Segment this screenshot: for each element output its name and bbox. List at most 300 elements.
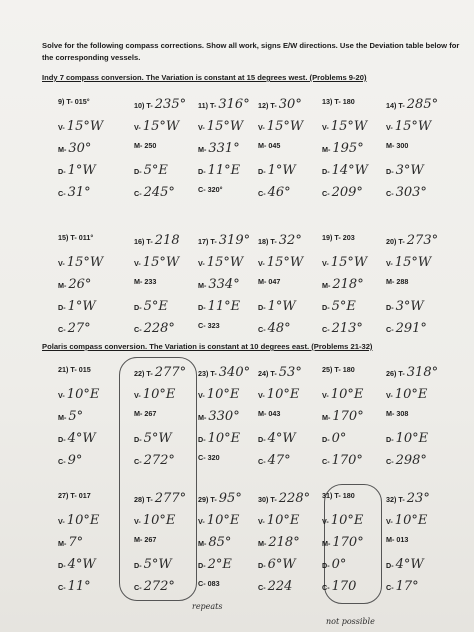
problem-line-c <box>386 321 427 336</box>
problem-line-d <box>58 299 96 314</box>
field-label: 22) T- <box>134 369 153 378</box>
handwritten-answer: 319° <box>218 233 251 248</box>
problem-line-v <box>386 119 431 134</box>
field-label: 26) T- <box>386 369 405 378</box>
problem-line-v <box>322 387 363 402</box>
field-label: 17) T- <box>198 237 217 246</box>
problem-block <box>322 97 384 207</box>
handwritten-answer: 15°W <box>394 255 432 270</box>
handwritten-answer: 10°E <box>142 387 176 402</box>
handwritten-answer: 170° <box>331 453 363 468</box>
problem-line-v <box>198 255 243 270</box>
problem-line-t <box>322 365 355 374</box>
field-label: V- <box>134 517 141 526</box>
handwritten-answer: 31° <box>67 185 91 200</box>
field-label: 16) T- <box>134 237 153 246</box>
problem-line-t <box>58 365 91 374</box>
field-label: D- <box>198 435 206 444</box>
problem-line-t <box>58 233 93 242</box>
handwritten-answer: 15°W <box>330 119 368 134</box>
field-label: D- <box>386 303 394 312</box>
problem-line-c <box>386 579 419 594</box>
handwritten-answer: 15°W <box>206 119 244 134</box>
printed-value: 320 <box>207 453 220 462</box>
handwritten-answer: 4°W <box>395 557 424 572</box>
handwritten-answer: 273° <box>406 233 439 248</box>
handwritten-answer: 15°W <box>206 255 244 270</box>
field-label: D- <box>322 167 330 176</box>
field-label: M- <box>258 141 267 150</box>
problem-block <box>198 491 260 601</box>
field-label: M- <box>198 413 207 422</box>
field-label: D- <box>386 435 394 444</box>
handwritten-answer: 213° <box>331 321 363 336</box>
handwritten-answer: 85° <box>208 535 232 550</box>
field-label: 31) T- <box>322 491 341 500</box>
problem-line-t <box>258 233 302 248</box>
handwritten-answer: 218 <box>154 233 180 248</box>
problem-line-c <box>198 185 222 194</box>
field-label: D- <box>258 435 266 444</box>
field-label: D- <box>258 167 266 176</box>
printed-value: 043 <box>268 409 281 418</box>
field-label: D- <box>322 435 330 444</box>
handwritten-answer: 10°E <box>66 513 100 528</box>
handwritten-answer: 245° <box>143 185 175 200</box>
field-label: C- <box>386 189 394 198</box>
field-label: 27) T- <box>58 491 77 500</box>
problem-line-d <box>386 557 424 572</box>
field-label: V- <box>258 391 265 400</box>
problem-line-t <box>258 491 310 506</box>
problem-line-c <box>198 453 220 462</box>
handwritten-answer: 15°W <box>266 119 304 134</box>
problem-line-d <box>386 299 424 314</box>
problem-line-c <box>258 321 291 336</box>
problem-line-c <box>322 579 356 594</box>
printed-value: 180 <box>342 491 355 500</box>
field-label: 20) T- <box>386 237 405 246</box>
problem-line-m <box>386 535 408 544</box>
field-label: V- <box>322 123 329 132</box>
field-label: M- <box>198 145 207 154</box>
handwritten-answer: 331° <box>208 141 240 156</box>
field-label: V- <box>134 259 141 268</box>
handwritten-answer: 5°W <box>143 557 172 572</box>
handwritten-answer: 15°W <box>266 255 304 270</box>
handwritten-answer: 5° <box>68 409 84 424</box>
problem-line-d <box>198 557 232 572</box>
problem-line-v <box>258 387 299 402</box>
handwritten-answer: 30° <box>68 141 92 156</box>
field-label: C- <box>58 325 66 334</box>
problem-line-m <box>258 409 280 418</box>
field-label: C- <box>198 185 206 194</box>
problem-line-d <box>134 299 168 314</box>
problem-line-m <box>322 277 364 292</box>
field-label: M- <box>58 281 67 290</box>
problem-line-v <box>58 513 99 528</box>
field-label: C- <box>258 583 266 592</box>
problem-line-m <box>198 409 240 424</box>
printed-value: 180 <box>342 365 355 374</box>
handwritten-answer: 330° <box>208 409 240 424</box>
printed-value: 083 <box>207 579 220 588</box>
problem-line-d <box>386 163 424 178</box>
handwritten-answer: 15°W <box>330 255 368 270</box>
field-label: M- <box>58 539 67 548</box>
problem-line-t <box>198 97 250 112</box>
field-label: V- <box>198 391 205 400</box>
handwritten-answer: 5°E <box>331 299 356 314</box>
field-label: D- <box>386 167 394 176</box>
handwritten-answer: 272° <box>143 453 175 468</box>
handwritten-answer: 4°W <box>67 557 96 572</box>
field-label: D- <box>58 167 66 176</box>
field-label: D- <box>58 303 66 312</box>
problem-line-t <box>134 491 186 506</box>
problem-line-c <box>258 185 291 200</box>
handwritten-answer: 228° <box>278 491 311 506</box>
instructions: Solve for the following compass corrections. Show all work, signs E/W directions. Use the Deviation table below for the corresponding vessels. <box>42 41 460 62</box>
printed-value: 288 <box>396 277 409 286</box>
field-label: 13) T- <box>322 97 341 106</box>
printed-value: 047 <box>268 277 281 286</box>
field-label: V- <box>198 259 205 268</box>
field-label: V- <box>58 123 65 132</box>
handwritten-answer: 10°E <box>207 431 241 446</box>
problem-line-m <box>134 277 156 286</box>
problem-line-c <box>58 185 91 200</box>
problem-line-d <box>58 557 96 572</box>
handwritten-answer: 10°E <box>266 387 300 402</box>
problem-line-v <box>258 255 303 270</box>
field-label: M- <box>322 413 331 422</box>
problem-line-t <box>198 491 242 506</box>
problem-line-c <box>198 579 220 588</box>
handwritten-answer: 46° <box>267 185 291 200</box>
field-label: C- <box>58 457 66 466</box>
handwritten-answer: 298° <box>395 453 427 468</box>
field-label: 29) T- <box>198 495 217 504</box>
problem-block <box>258 233 320 343</box>
problem-line-d <box>386 431 428 446</box>
problem-block <box>258 97 320 207</box>
printed-value: 017 <box>78 491 91 500</box>
section-indy7-heading: Indy 7 compass conversion. The Variation is constant at 15 degrees west. (Problems 9-20) <box>42 73 367 82</box>
problem-line-m <box>386 409 408 418</box>
field-label: V- <box>258 123 265 132</box>
problem-line-v <box>134 513 175 528</box>
problem-line-v <box>386 513 427 528</box>
problem-line-d <box>322 557 346 572</box>
problem-block <box>134 97 196 207</box>
field-label: C- <box>322 583 330 592</box>
handwritten-answer: 15°W <box>66 255 104 270</box>
field-label: C- <box>322 325 330 334</box>
field-label: D- <box>198 561 206 570</box>
problem-line-m <box>134 535 156 544</box>
note-repeats: repeats <box>192 602 223 611</box>
problem-line-d <box>58 163 96 178</box>
problem-line-d <box>134 431 172 446</box>
problem-block <box>58 365 120 475</box>
field-label: V- <box>58 391 65 400</box>
problem-line-v <box>322 119 367 134</box>
printed-value: 250 <box>144 141 157 150</box>
handwritten-answer: 15°W <box>142 119 180 134</box>
field-label: M- <box>198 281 207 290</box>
handwritten-answer: 277° <box>154 365 187 380</box>
problem-line-c <box>322 321 363 336</box>
handwritten-answer: 0° <box>331 431 347 446</box>
problem-line-v <box>322 513 363 528</box>
handwritten-answer: 30° <box>278 97 302 112</box>
field-label: C- <box>322 189 330 198</box>
handwritten-answer: 235° <box>154 97 187 112</box>
handwritten-answer: 23° <box>406 491 430 506</box>
field-label: D- <box>134 303 142 312</box>
problem-line-c <box>198 321 220 330</box>
handwritten-answer: 303° <box>395 185 427 200</box>
field-label: M- <box>134 277 143 286</box>
handwritten-answer: 10°E <box>394 387 428 402</box>
handwritten-answer: 53° <box>278 365 302 380</box>
problem-line-m <box>258 141 280 150</box>
handwritten-answer: 11°E <box>207 299 241 314</box>
handwritten-answer: 2°E <box>207 557 232 572</box>
handwritten-answer: 10°E <box>394 513 428 528</box>
problem-line-m <box>258 535 300 550</box>
problem-line-d <box>258 163 296 178</box>
problem-line-t <box>386 233 438 248</box>
problem-block <box>134 365 196 475</box>
field-label: 10) T- <box>134 101 153 110</box>
handwritten-answer: 15°W <box>142 255 180 270</box>
handwritten-answer: 10°E <box>395 431 429 446</box>
problem-line-c <box>58 321 91 336</box>
field-label: 28) T- <box>134 495 153 504</box>
handwritten-answer: 15°W <box>394 119 432 134</box>
handwritten-answer: 27° <box>67 321 91 336</box>
field-label: 12) T- <box>258 101 277 110</box>
field-label: V- <box>258 517 265 526</box>
problem-line-d <box>198 163 240 178</box>
handwritten-answer: 1°W <box>67 163 96 178</box>
handwritten-answer: 1°W <box>267 163 296 178</box>
field-label: C- <box>258 457 266 466</box>
handwritten-answer: 5°E <box>143 163 168 178</box>
problem-line-m <box>386 277 408 286</box>
handwritten-answer: 316° <box>218 97 250 112</box>
problem-line-c <box>386 185 427 200</box>
problem-line-m <box>134 141 156 150</box>
problem-line-m <box>386 141 408 150</box>
field-label: C- <box>134 583 142 592</box>
problem-line-c <box>258 453 291 468</box>
handwritten-answer: 10°E <box>206 387 240 402</box>
problem-line-d <box>134 557 172 572</box>
field-label: 32) T- <box>386 495 405 504</box>
problem-block <box>134 491 196 601</box>
problem-line-d <box>322 299 356 314</box>
field-label: C- <box>198 321 206 330</box>
field-label: D- <box>58 435 66 444</box>
field-label: D- <box>258 561 266 570</box>
problem-line-v <box>58 255 103 270</box>
handwritten-answer: 6°W <box>267 557 296 572</box>
field-label: V- <box>258 259 265 268</box>
field-label: M- <box>322 145 331 154</box>
field-label: M- <box>258 409 267 418</box>
handwritten-answer: 11° <box>67 579 91 594</box>
field-label: D- <box>198 303 206 312</box>
field-label: M- <box>322 539 331 548</box>
handwritten-answer: 228° <box>143 321 175 336</box>
problem-line-m <box>322 409 364 424</box>
field-label: M- <box>386 409 395 418</box>
note-not-possible: not possible <box>326 617 375 626</box>
problem-line-t <box>322 491 355 500</box>
printed-value: 320° <box>207 185 223 194</box>
field-label: M- <box>386 277 395 286</box>
problem-block <box>386 491 448 601</box>
handwritten-answer: 10°E <box>66 387 100 402</box>
handwritten-answer: 32° <box>278 233 302 248</box>
field-label: D- <box>258 303 266 312</box>
handwritten-answer: 3°W <box>395 299 424 314</box>
field-label: M- <box>134 409 143 418</box>
problem-line-v <box>134 387 175 402</box>
problem-line-t <box>134 97 186 112</box>
field-label: C- <box>58 189 66 198</box>
field-label: 18) T- <box>258 237 277 246</box>
problem-line-m <box>58 535 83 550</box>
printed-value: 180 <box>342 97 355 106</box>
problem-line-t <box>58 491 91 500</box>
problem-block <box>322 491 384 601</box>
handwritten-answer: 4°W <box>67 431 96 446</box>
handwritten-answer: 0° <box>331 557 347 572</box>
field-label: M- <box>258 277 267 286</box>
handwritten-answer: 10°E <box>330 513 364 528</box>
field-label: V- <box>386 517 393 526</box>
problem-line-d <box>134 163 168 178</box>
handwritten-answer: 209° <box>331 185 363 200</box>
field-label: V- <box>322 517 329 526</box>
handwritten-answer: 1°W <box>67 299 96 314</box>
field-label: M- <box>58 145 67 154</box>
field-label: 25) T- <box>322 365 341 374</box>
problem-line-v <box>322 255 367 270</box>
problem-line-d <box>198 299 240 314</box>
field-label: C- <box>58 583 66 592</box>
field-label: 24) T- <box>258 369 277 378</box>
problem-block <box>198 365 260 475</box>
problem-line-t <box>198 365 250 380</box>
field-label: 15) T- <box>58 233 77 242</box>
printed-value: 203 <box>342 233 355 242</box>
problem-line-c <box>58 453 82 468</box>
problem-line-t <box>386 491 430 506</box>
problem-line-v <box>134 255 179 270</box>
field-label: M- <box>134 535 143 544</box>
field-label: 14) T- <box>386 101 405 110</box>
problem-line-v <box>198 119 243 134</box>
printed-value: 267 <box>144 409 157 418</box>
handwritten-answer: 10°E <box>330 387 364 402</box>
field-label: M- <box>386 535 395 544</box>
handwritten-answer: 15°W <box>66 119 104 134</box>
problem-line-m <box>322 535 364 550</box>
problem-line-t <box>58 97 90 106</box>
handwritten-answer: 1°W <box>267 299 296 314</box>
problem-line-d <box>58 431 96 446</box>
printed-value: 011° <box>78 233 94 242</box>
field-label: C- <box>198 453 206 462</box>
problem-line-d <box>322 431 346 446</box>
handwritten-answer: 48° <box>267 321 291 336</box>
problem-line-d <box>198 431 240 446</box>
problem-block <box>322 233 384 343</box>
problem-line-m <box>198 535 231 550</box>
field-label: V- <box>134 391 141 400</box>
field-label: V- <box>198 123 205 132</box>
field-label: D- <box>58 561 66 570</box>
problem-line-m <box>198 277 240 292</box>
handwritten-answer: 318° <box>406 365 439 380</box>
problem-line-m <box>322 141 364 156</box>
problem-block <box>58 97 120 207</box>
printed-value: 323 <box>207 321 220 330</box>
field-label: 9) T- <box>58 97 73 106</box>
problem-line-t <box>322 97 355 106</box>
problem-block <box>134 233 196 343</box>
field-label: D- <box>322 303 330 312</box>
printed-value: 308 <box>396 409 409 418</box>
problem-block <box>322 365 384 475</box>
handwritten-answer: 10°E <box>206 513 240 528</box>
problem-line-m <box>58 277 91 292</box>
problem-line-v <box>58 119 103 134</box>
problem-line-c <box>258 579 292 594</box>
field-label: D- <box>134 561 142 570</box>
problem-block <box>258 365 320 475</box>
section-polaris-heading: Polaris compass conversion. The Variation is constant at 10 degrees east. (Problems 21-32) <box>42 342 373 351</box>
problem-block <box>386 97 448 207</box>
field-label: C- <box>198 579 206 588</box>
handwritten-answer: 170° <box>332 409 364 424</box>
handwritten-answer: 334° <box>208 277 240 292</box>
problem-line-d <box>258 299 296 314</box>
problem-line-v <box>386 387 427 402</box>
field-label: M- <box>134 141 143 150</box>
handwritten-answer: 9° <box>67 453 83 468</box>
problem-line-t <box>322 233 355 242</box>
field-label: 11) T- <box>198 101 217 110</box>
problem-line-c <box>134 579 175 594</box>
problem-block <box>258 491 320 601</box>
handwritten-answer: 285° <box>406 97 439 112</box>
field-label: V- <box>198 517 205 526</box>
handwritten-answer: 3°W <box>395 163 424 178</box>
handwritten-answer: 10°E <box>142 513 176 528</box>
handwritten-answer: 5°W <box>143 431 172 446</box>
field-label: C- <box>134 189 142 198</box>
field-label: D- <box>134 167 142 176</box>
handwritten-answer: 224 <box>267 579 293 594</box>
handwritten-answer: 14°W <box>331 163 368 178</box>
